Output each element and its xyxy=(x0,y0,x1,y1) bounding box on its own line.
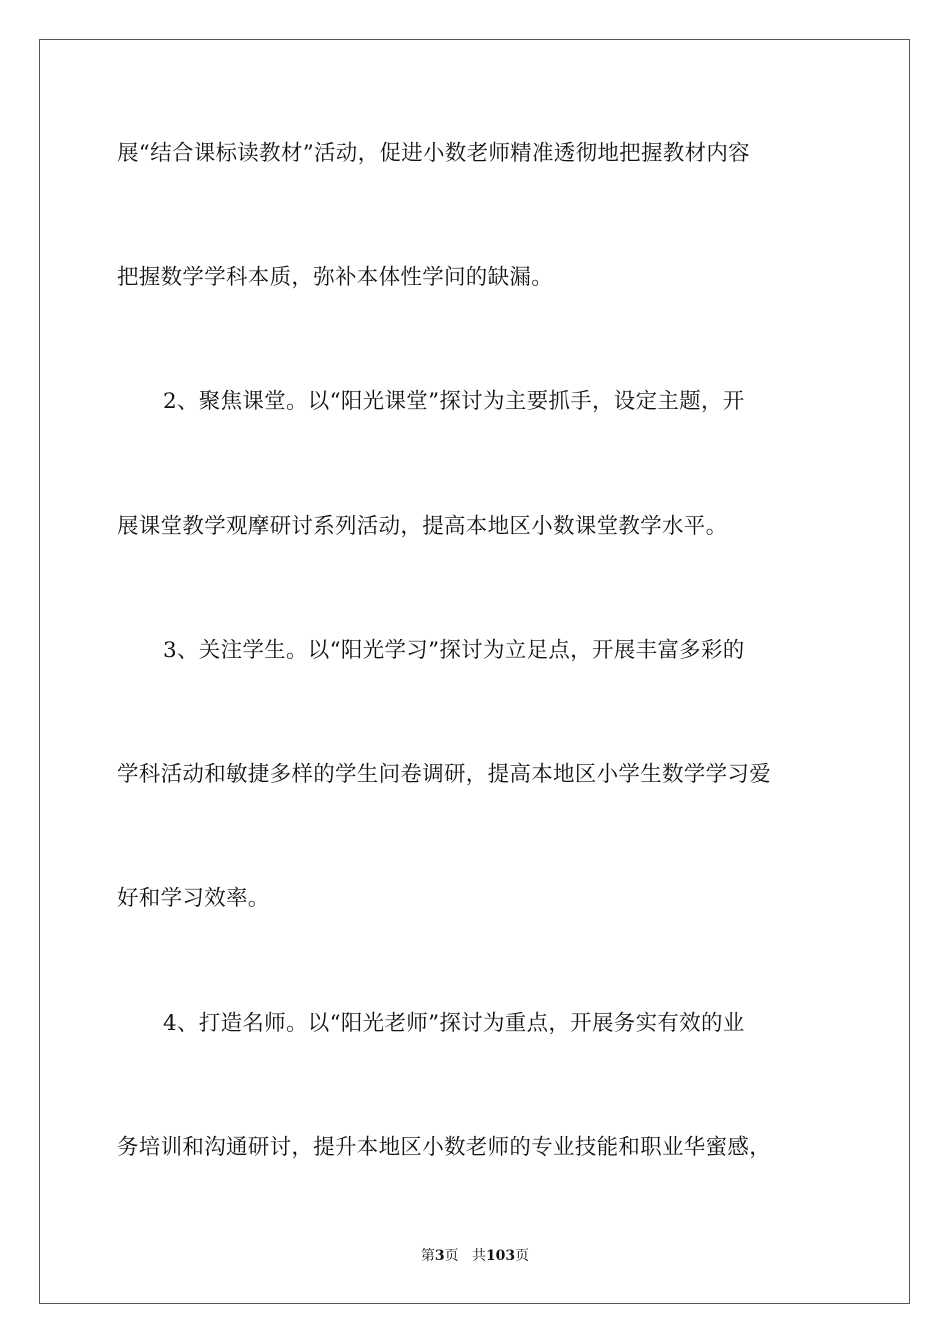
body-line-4: 展课堂教学观摩研讨系列活动，提高本地区小数课堂教学水平。 xyxy=(117,514,728,539)
page-footer xyxy=(0,1247,950,1265)
footer-page-number: 3 xyxy=(434,1248,445,1264)
body-line-9: 务培训和沟通研讨，提升本地区小数老师的专业技能和职业华蜜感， xyxy=(117,1135,772,1160)
page-frame xyxy=(39,39,910,1304)
footer-page-prefix: 第 xyxy=(420,1248,435,1264)
body-line-2: 把握数学学科本质，弥补本体性学问的缺漏。 xyxy=(117,265,554,290)
body-line-1: 展“结合课标读教材”活动，促进小数老师精准透彻地把握教材内容 xyxy=(117,141,750,166)
footer-total-prefix: 共 xyxy=(471,1248,486,1264)
footer-total-pages: 103 xyxy=(485,1248,516,1264)
footer-total-suffix: 页 xyxy=(515,1248,530,1264)
body-line-7: 好和学习效率。 xyxy=(117,886,270,911)
body-line-3: 2、聚焦课堂。以“阳光课堂”探讨为主要抓手，设定主题，开 xyxy=(163,389,745,414)
body-line-5: 3、关注学生。以“阳光学习”探讨为立足点，开展丰富多彩的 xyxy=(163,638,745,663)
body-line-8: 4、打造名师。以“阳光老师”探讨为重点，开展务实有效的业 xyxy=(163,1011,745,1036)
body-line-6: 学科活动和敏捷多样的学生问卷调研，提高本地区小学生数学学习爱 xyxy=(117,762,772,787)
footer-page-suffix: 页 xyxy=(444,1248,459,1264)
